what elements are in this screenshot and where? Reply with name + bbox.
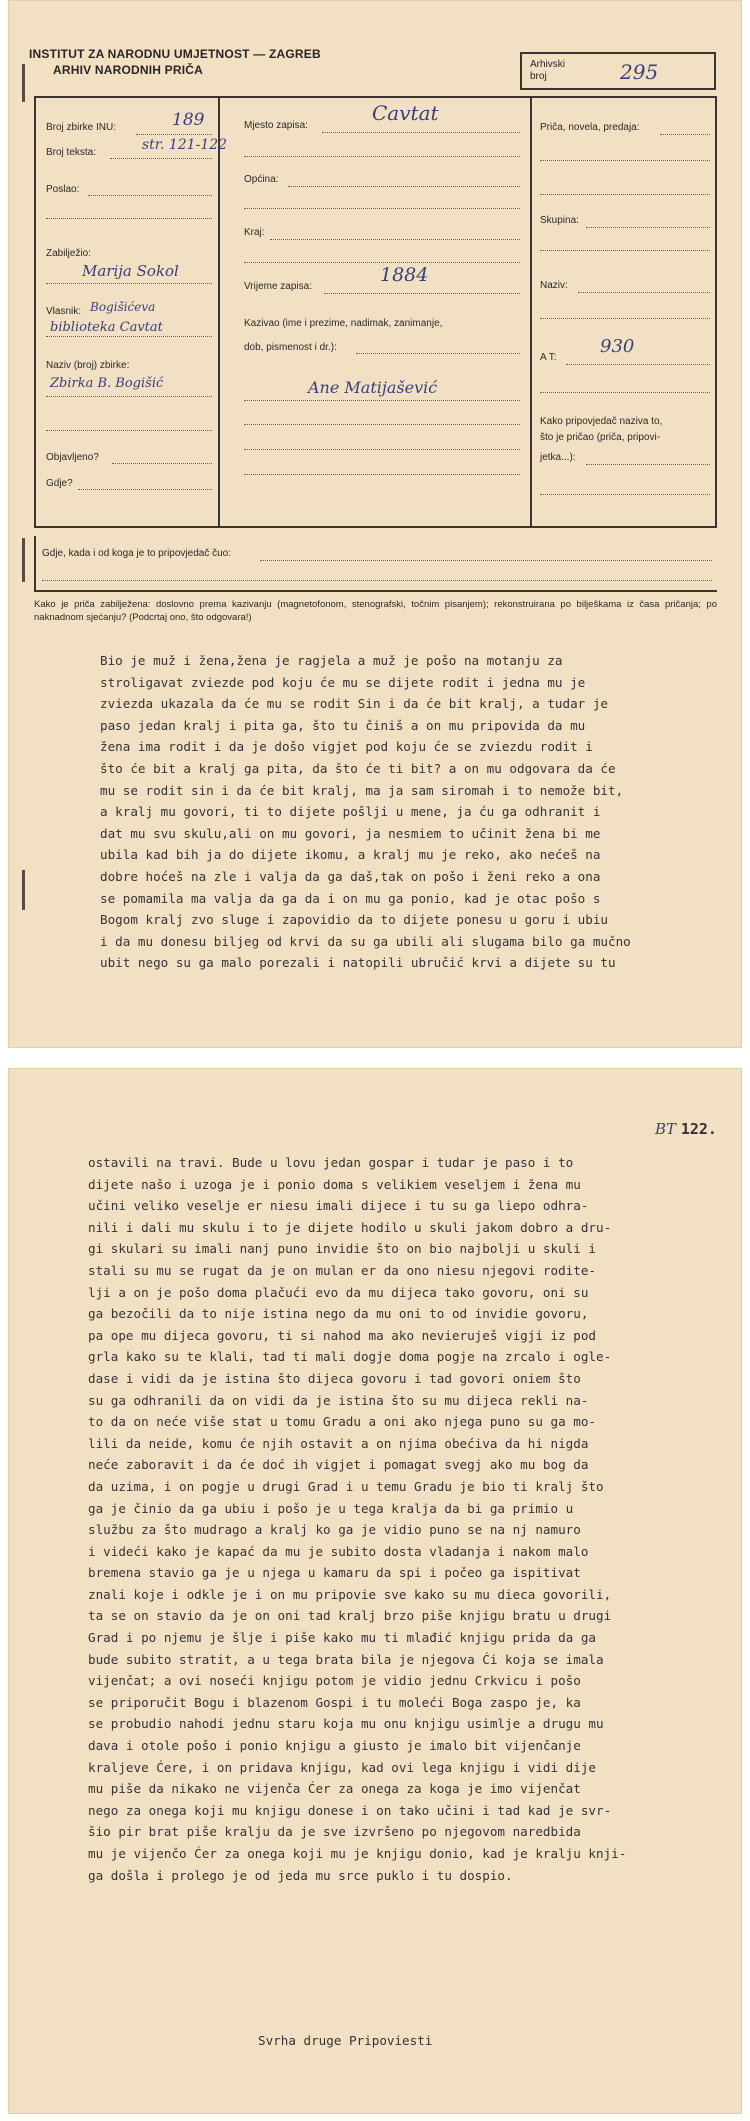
- name-label: Naziv:: [540, 280, 568, 291]
- at-value: 930: [600, 336, 635, 357]
- page-number-handwritten: BT: [655, 1120, 677, 1138]
- recorded-by-label: Zabilježio:: [46, 248, 92, 259]
- sent-by-label: Poslao:: [46, 184, 80, 195]
- dotted-line: [46, 396, 212, 397]
- dotted-line: [578, 292, 710, 293]
- at-label: A T:: [540, 352, 557, 363]
- dotted-line: [244, 449, 520, 450]
- municipality-label: Općina:: [244, 174, 279, 185]
- binding-mark: [22, 870, 25, 910]
- institute-header: [29, 46, 321, 78]
- story-text-page1: Bio je muž i žena,žena je ragjela a muž je pošo na motanju za stroligavat zviezde pod koju će mu se dijete rodit i jedna mu je zviezda ukazala da će mu se rodit Sin i da će bit kralj, a tudar je paso jedan kralj i pita ga, što tu činiš a on mu pripovida da mu žena ima rodit i da je došo vigjet pod koju će se zviezdu rodit i što će bit a kralj ga pita, da što će ti bit? a on mu odgovara da će mu se rodit sin i da će bit kralj, ma ja sam siromah i to nemože bit, a kralj mu govori, ti to dijete pošlji u mene, ja ću ga odhranit i dat mu svu skulu,ali on mu govori, ja nesmiem to učinit žena bi me ubila kad bih ja do dijete ikomu, a kralj mu je reko, ako nećeš na dobre hoćeš na zle i valja da ga daš,tak on pošo i ženi reko a ona se pomamila ma valja da ga da i on mu ga ponio, kad je otac pošo s Bogom kralj zvo sluge i zapovidio da to dijete ponesu u goru i ubiu i da mu donesu biljeg od krvi da su ga ubili ali slugama bilo ga mučno ubit nego su ga malo porezali i natopili ubručić krvi a dijete su tu: [100, 653, 631, 971]
- dotted-line: [46, 218, 212, 219]
- dotted-line: [46, 430, 212, 431]
- dotted-line: [110, 158, 212, 159]
- collection-number-value: 189: [172, 110, 205, 130]
- story-closing-line: Svrha druge Pripoviesti: [258, 2033, 433, 2048]
- story-text-page2: ostavili na travi. Bude u lovu jedan gospar i tudar je paso i to dijete našo i uzoga je i ponio doma s velikiem veseljem i žena mu učini veliko veselje er niesu imali dijece i tu su ga liepo odhra- nili i dali mu skulu i to je dijete hodilo u skuli jakom dobro a dru- gi skulari su imali nanj puno invidie što on bio najbolji u skuli i stali su mu se rugat da je on mulan er da ono niesu njegovi rodite- lji a on je pošo doma plačući evo da mu dijeca tako govoru, oni su ga bezočili da to nije istina nego da mu oni to od invidie govoru, pa ope mu dijeca govoru, ti si nahod ma ako nevieruješ vigji iz pod grla kako su te klali, tad ti mali dogje doma pogje na zrcalo i ogle- dase i vidi da je istina što dijeca govoru i tad govori oniem što su ga odhranili da on vidi da je istina što su mu dijeca rekli na- to da on neće više stat u tomu Gradu a oni ako njega puno su ga mo- lili da neide, komu će njih ostavit a on njima obećiva da hi nigda neće zaboravit i da će doć ih vigjet i pomagat svegj ako mu bog da da uzima, i on pogje u drugi Grad i u temu Gradu je bio ti kralj što ga je činio da ga ubiu i pošo je u tega kralja da bi ga primio u službu za što mudrago a kralj ko ga je vidio puno se na nj namuro i videći kako je kapać da mu je subito dosta vladanja i nakom malo bremena stavio ga je u njega u kamaru da spi i počeo ga ispitivat znali koje i odkle je i on mu pripovie sve kako su mu dieca govorili, ta se on stavio da je on oni tad kralj brzo piše knjigu bratu u drugi Grad i po njemu je šlje i piše kako mu ti mlađić knjigu prida da ga bude subito stratit, a u tega brata bila je njegova Ći koja se imala vijenčat; a ovi noseći knjigu potom je vidio jednu Crkvicu i pošo se priporučit Bogu i blazenom Gospi i tu moleći Boga zaspo je, ka se probudio nahodi jednu staru koja mu onu knjigu usimlje a drugu mu dava i otole pošo i ponio knjigu a giusto je imalo bit vijenčanje kraljeve Ćere, i on pridava knjigu, kad ovi lega knjigu i vidi dije mu piše da nikako ne vijenča Ćer za onega za koga je imo vijenčat nego za onega koji mu knjigu donese i on tako učini i tad kad je svr- šio pir brat piše kralju da je sve izvršeno po njegovom naredbida mu je vijenčo Ćer za onega koji mu je knjigu donio, kad je kralju knji- ga došla i prolego je od jeda mu srce puklo i tu dospio.: [88, 1155, 627, 1883]
- binding-mark: [22, 538, 25, 582]
- archive-number-label: Arhivski broj: [530, 59, 566, 82]
- dotted-line: [88, 195, 212, 196]
- dotted-line: [244, 424, 520, 425]
- collection-name-label: Naziv (broj) zbirke:: [46, 360, 130, 371]
- dotted-line: [270, 239, 520, 240]
- narrator-term-label-1: Kako pripovjedač naziva to,: [540, 416, 663, 427]
- dotted-line: [322, 132, 520, 133]
- institute-name: INSTITUT ZA NARODNU UMJETNOST — ZAGREB: [29, 47, 321, 61]
- text-number-value: str. 121-122: [142, 137, 228, 153]
- time-label: Vrijeme zapisa:: [244, 281, 312, 292]
- page-number: [655, 1120, 717, 1138]
- story-type-label: Priča, novela, predaja:: [540, 122, 640, 133]
- dotted-line: [540, 250, 710, 251]
- dotted-line: [244, 262, 520, 263]
- owner-value-line1: Bogišićeva: [90, 300, 156, 314]
- page-number-typed: 122.: [680, 1120, 717, 1138]
- owner-value-line2: biblioteka Cavtat: [50, 320, 163, 335]
- dotted-line: [356, 353, 520, 354]
- published-label: Objavljeno?: [46, 452, 99, 463]
- place-value: Cavtat: [372, 101, 439, 125]
- dotted-line: [660, 134, 710, 135]
- dotted-line: [540, 160, 710, 161]
- collection-name-value: Zbirka B. Bogišić: [50, 376, 164, 391]
- dotted-line: [540, 392, 710, 393]
- dotted-line: [244, 400, 520, 401]
- dotted-line: [78, 489, 212, 490]
- narrator-term-label-2: što je pričao (priča, pripovi-: [540, 432, 661, 443]
- dotted-line: [260, 560, 712, 561]
- binding-mark: [22, 64, 25, 102]
- archive-number-value: 295: [620, 60, 659, 84]
- dotted-line: [566, 364, 710, 365]
- dotted-line: [244, 208, 520, 209]
- dotted-line: [244, 474, 520, 475]
- dotted-line: [42, 580, 712, 581]
- dotted-line: [46, 336, 212, 337]
- recorded-by-value: Marija Sokol: [82, 262, 179, 280]
- source-box: [34, 536, 717, 592]
- dotted-line: [244, 156, 520, 157]
- dotted-line: [136, 134, 212, 135]
- dotted-line: [288, 186, 520, 187]
- dotted-line: [586, 464, 710, 465]
- dotted-line: [46, 283, 212, 284]
- owner-label: Vlasnik:: [46, 306, 82, 317]
- dotted-line: [586, 227, 710, 228]
- dotted-line: [540, 318, 710, 319]
- dotted-line: [324, 293, 520, 294]
- archive-number-box: [520, 52, 716, 90]
- source-label: Gdje, kada i od koga je to pripovjedač čuo:: [42, 548, 232, 559]
- recording-method-note: Kako je priča zabilježena: doslovno prema kazivanju (magnetofonom, stenografski, točnim pisanjem); rekonstruirana po bilješkama iz časa pričanja; po naknadnom sjećanju? (Podcrtaj ono, što odgovara!): [34, 599, 717, 623]
- dotted-line: [540, 494, 710, 495]
- narrator-label: Kazivao (ime i prezime, nadimak, zanimanje,: [244, 318, 443, 329]
- narrator-term-label-3: jetka...):: [540, 452, 576, 463]
- place-label: Mjesto zapisa:: [244, 120, 308, 131]
- column-divider: [530, 98, 532, 526]
- dotted-line: [540, 194, 710, 195]
- narrator-label-2: dob, pismenost i dr.):: [244, 342, 337, 353]
- collection-number-label: Broj zbirke INU:: [46, 122, 117, 133]
- region-label: Kraj:: [244, 227, 265, 238]
- narrator-value: Ane Matijašević: [308, 378, 438, 397]
- time-value: 1884: [380, 264, 429, 286]
- column-divider: [218, 98, 220, 526]
- text-number-label: Broj teksta:: [46, 147, 97, 158]
- dotted-line: [112, 463, 212, 464]
- where-label: Gdje?: [46, 478, 73, 489]
- group-label: Skupina:: [540, 215, 579, 226]
- archive-name: ARHIV NARODNIH PRIČA: [53, 63, 204, 77]
